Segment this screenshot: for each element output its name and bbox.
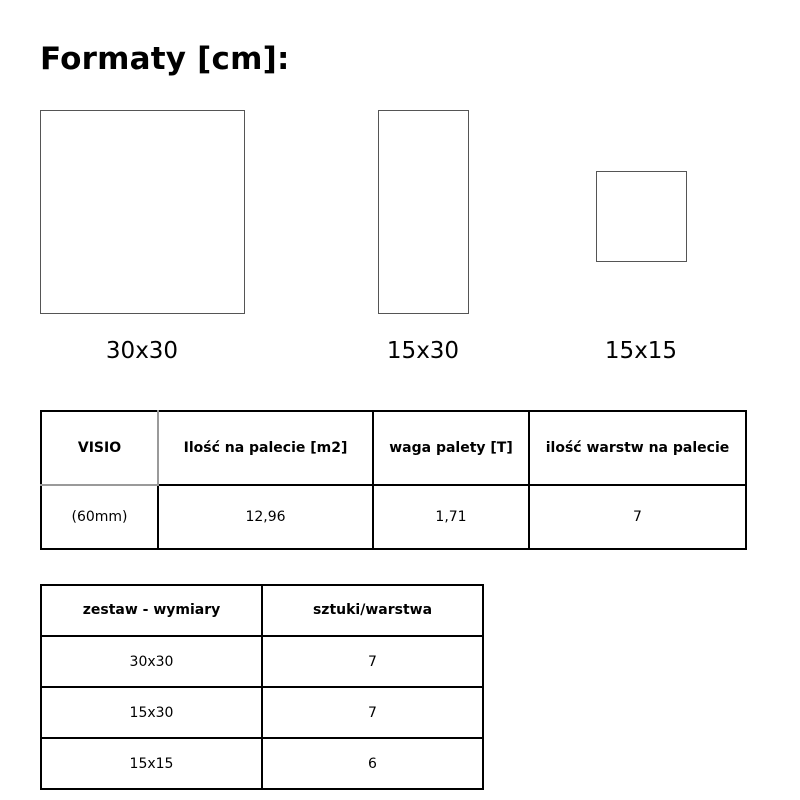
format-label-30x30: 30x30 [105,338,179,364]
table-cell: (60mm) [41,485,158,549]
table-cell: 1,71 [373,485,529,549]
table-header-cell: ilość warstw na palecie [529,411,746,485]
format-shape-30x30 [40,110,245,314]
table-header-cell: sztuki/warstwa [262,585,483,636]
format-label-15x30: 15x30 [386,338,460,364]
table-cell: 12,96 [158,485,373,549]
table-cell: 15x30 [41,687,262,738]
table-header-cell: zestaw - wymiary [41,585,262,636]
table-cell: 7 [529,485,746,549]
table-header-cell: Ilość na palecie [m2] [158,411,373,485]
table-cell: 7 [262,687,483,738]
table-header-row [41,411,746,485]
table-header-row [41,585,483,636]
table-row [41,738,483,789]
table-header-cell: VISIO [41,411,158,485]
table-cell: 15x15 [41,738,262,789]
table-cell: 6 [262,738,483,789]
table-row [41,636,483,687]
table-cell: 7 [262,636,483,687]
table-row [41,687,483,738]
table-row [41,485,746,549]
format-shape-15x15 [596,171,687,262]
table-header-cell: waga palety [T] [373,411,529,485]
pallet-table [40,410,747,550]
format-shape-15x30 [378,110,469,314]
page-title: Formaty [cm]: [40,41,290,77]
table-cell: 30x30 [41,636,262,687]
format-label-15x15: 15x15 [604,338,678,364]
set-table [40,584,484,790]
